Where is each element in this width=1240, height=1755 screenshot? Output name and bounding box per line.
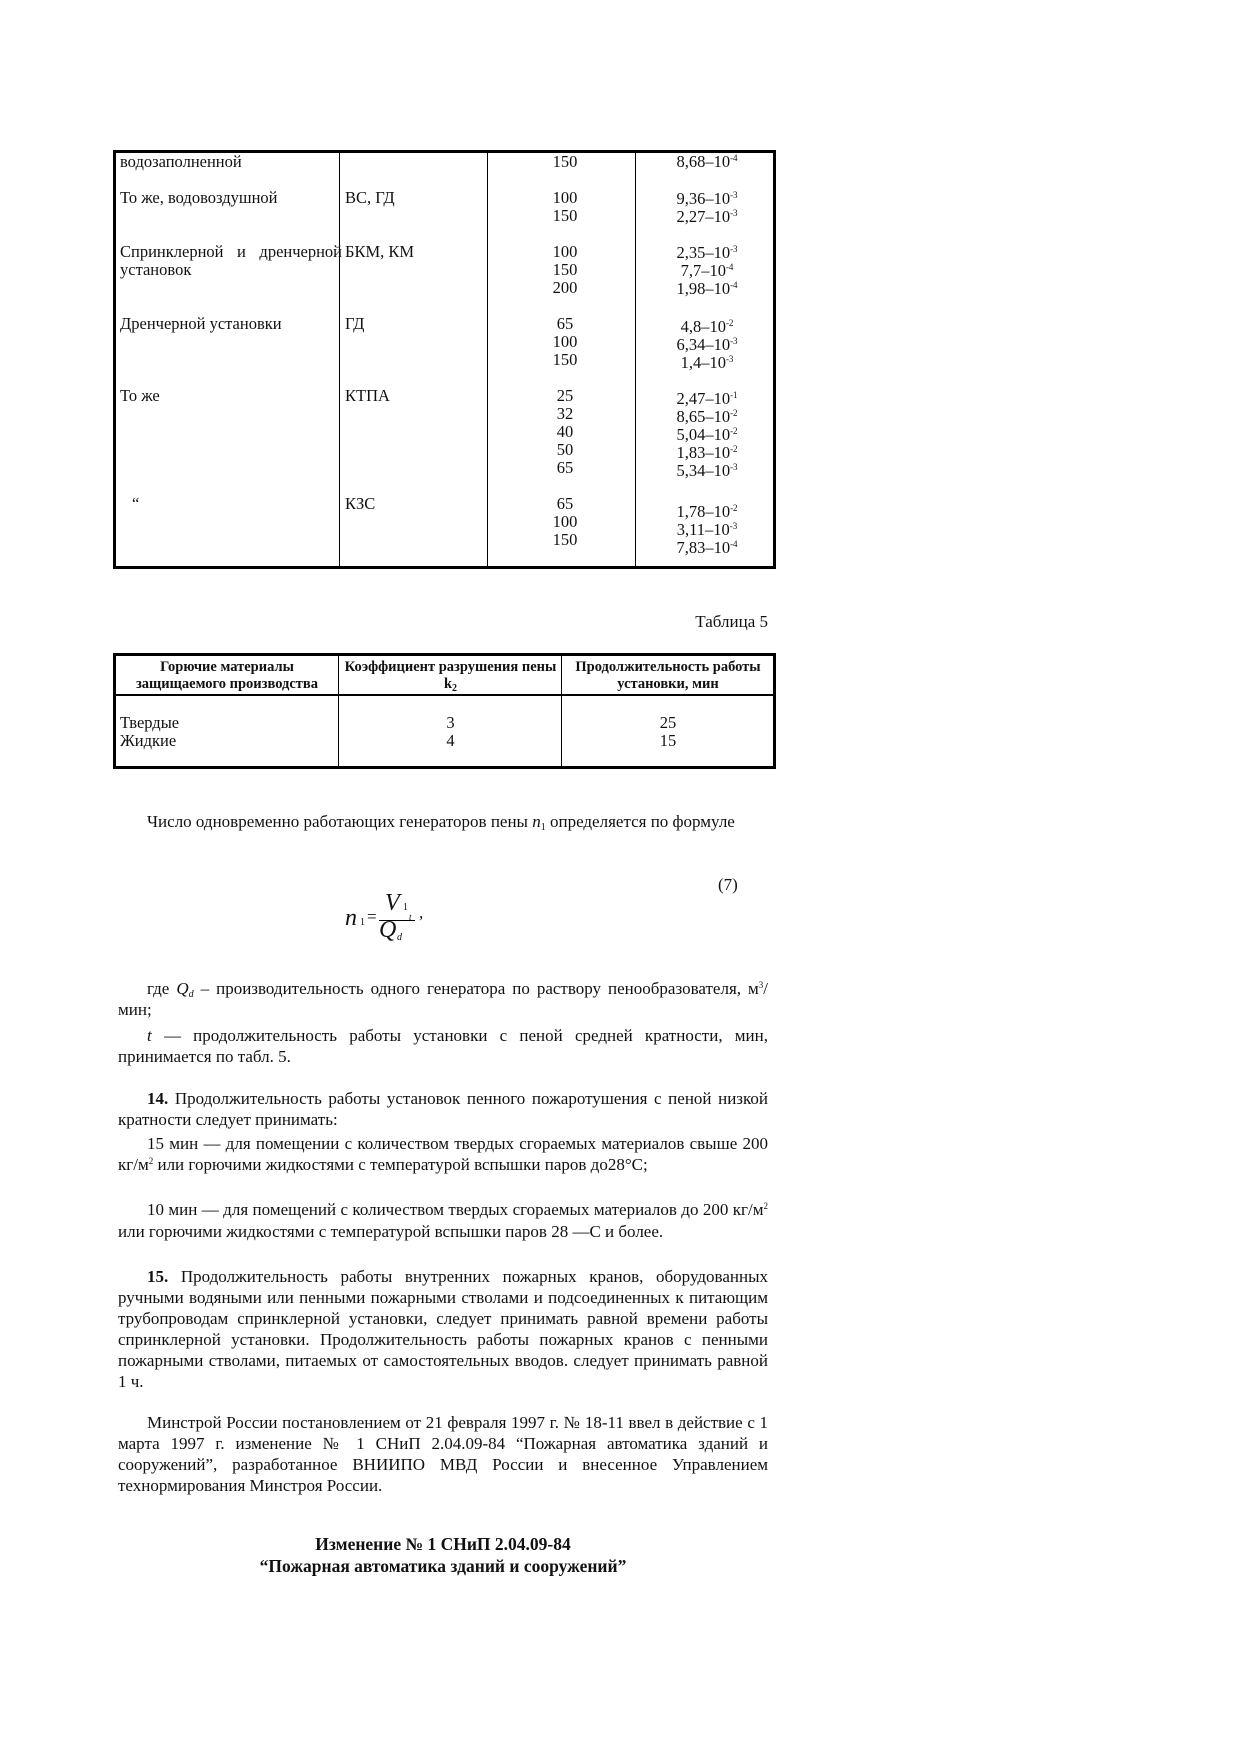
table-divider: [561, 656, 562, 766]
paragraph-14: 14. Продолжительность работы установок пенного пожаротушения с пеной низкой кратности следует принимать:: [118, 1089, 768, 1129]
list-item: 15: [659, 731, 677, 750]
paragraph-15min: 15 мин — для помещении с количеством твердых сгораемых материалов свыше 200 $кг/м^2$ или горючими жидкостями с температурой вспышки паров до28°С;: [118, 1134, 768, 1174]
list-item: 3: [446, 713, 455, 732]
coef-cell: $9,36-10^{-3}$ $2,27-10^{-3}$: [676, 189, 738, 226]
type-cell: БКМ, КМ: [345, 242, 415, 261]
type-cell: КТПА: [345, 386, 390, 405]
header-materials: Горючие материалы защищаемого производства: [135, 659, 319, 692]
diameter-cell: 100 150: [552, 188, 578, 225]
diameter-cell: 65 100 150: [552, 314, 578, 369]
paragraph-minstroy: Минстрой России постановлением от 21 февраля 1997 г. № 18-11 ввел в действие с 1 марта 1997 г. изменение № 1 СНиП 2.04.09-84 “Пожарная автоматика зданий и сооружений”, разработанное ВНИИПО МВД России и внесенное Управлением технормирования Минстроя России.: [118, 1413, 768, 1495]
coef-cell: $1,78-10^{-2}$ $3,11-10^{-3}$ $7,83-10^{-4}$: [676, 502, 738, 557]
row-name: водозаполненной: [120, 152, 242, 171]
list-item: Жидкие: [120, 731, 177, 750]
table-divider: [487, 153, 488, 566]
type-cell: ГД: [345, 314, 365, 333]
coefficient-table: [113, 150, 776, 569]
coefficient-column: [340, 714, 561, 750]
paragraph-generators: Число одновременно работающих генераторов пены $n_1$ определяется по формуле: [147, 812, 735, 833]
row-name: То же, водовоздушной: [120, 188, 278, 207]
list-item: 25: [659, 713, 677, 732]
type-cell: ВС, ГД: [345, 188, 395, 207]
coef-cell: $4,8-10^{-2}$ $6,34-10^{-3}$ $1,4-10^{-3}$: [676, 317, 738, 372]
diameter-cell: 100 150 200: [552, 242, 578, 297]
table-divider: [338, 656, 339, 766]
row-name: То же: [120, 386, 160, 405]
materials-column: [120, 714, 330, 750]
paragraph-15: 15. Продолжительность работы внутренних пожарных кранов, оборудованных ручными водяными или пенными пожарными стволами и подсоединенных к питающим трубопроводам спринклерной установки, следует принимать равной времени работы спринклерной установки. Продолжительность работы пожарных кранов с пенными пожарными стволами, питаемых от самостоятельных вводов. следует принимать равной 1 ч.: [118, 1267, 768, 1391]
coef-cell: $2,47-10^{-1}$ $8,65-10^{-2}$ $5,04-10^{-2}$ $1,83-10^{-2}$ $5,34-10^{-3}$: [676, 389, 738, 480]
header-duration: Продолжительность работы установки, мин: [575, 659, 761, 692]
header-divider: [116, 694, 773, 696]
paragraph-10min: 10 мин — для помещений с количеством твердых сгораемых материалов до 200 $кг/м^2$ или горючими жидкостями с температурой вспышки паров 28 —С и более.: [118, 1200, 768, 1241]
equation-number: (7): [718, 875, 738, 894]
diameter-cell: 65 100 150: [552, 494, 578, 549]
foam-table: [113, 653, 776, 769]
coef-cell: $8,68-10^{-4}$: [676, 152, 738, 171]
paragraph-where: где $Q_d$ – производительность одного генератора по раствору пенообразователя, $м^3$/мин;: [118, 979, 769, 1019]
list-item: 4: [446, 731, 455, 750]
type-cell: КЗС: [345, 494, 376, 513]
table-caption: Таблица 5: [695, 612, 768, 631]
paragraph-t: t — продолжительность работы установки с пеной средней кратности, мин, принимается по табл. 5.: [118, 1026, 768, 1066]
coef-cell: $2,35-10^{-3}$ $7,7-10^{-4}$ $1,98-10^{-4}$: [676, 243, 738, 298]
duration-column: [563, 714, 773, 750]
diameter-cell: 150: [552, 152, 578, 171]
diameter-cell: 25 32 40 50 65: [556, 386, 574, 477]
row-name: “: [132, 494, 140, 513]
row-name: Спринклерной и дренчерной установок: [120, 242, 342, 279]
row-name: Дренчерной установки: [120, 314, 282, 333]
header-coefficient: Коэффициент разрушения пены $k_2$: [344, 659, 557, 694]
amendment-title: Изменение № 1 СНиП 2.04.09-84 “Пожарная автоматика зданий и сооружений”: [259, 1534, 627, 1576]
formula: n 1 = V 1 t , Q d: [345, 890, 424, 943]
list-item: Твердые: [120, 713, 180, 732]
